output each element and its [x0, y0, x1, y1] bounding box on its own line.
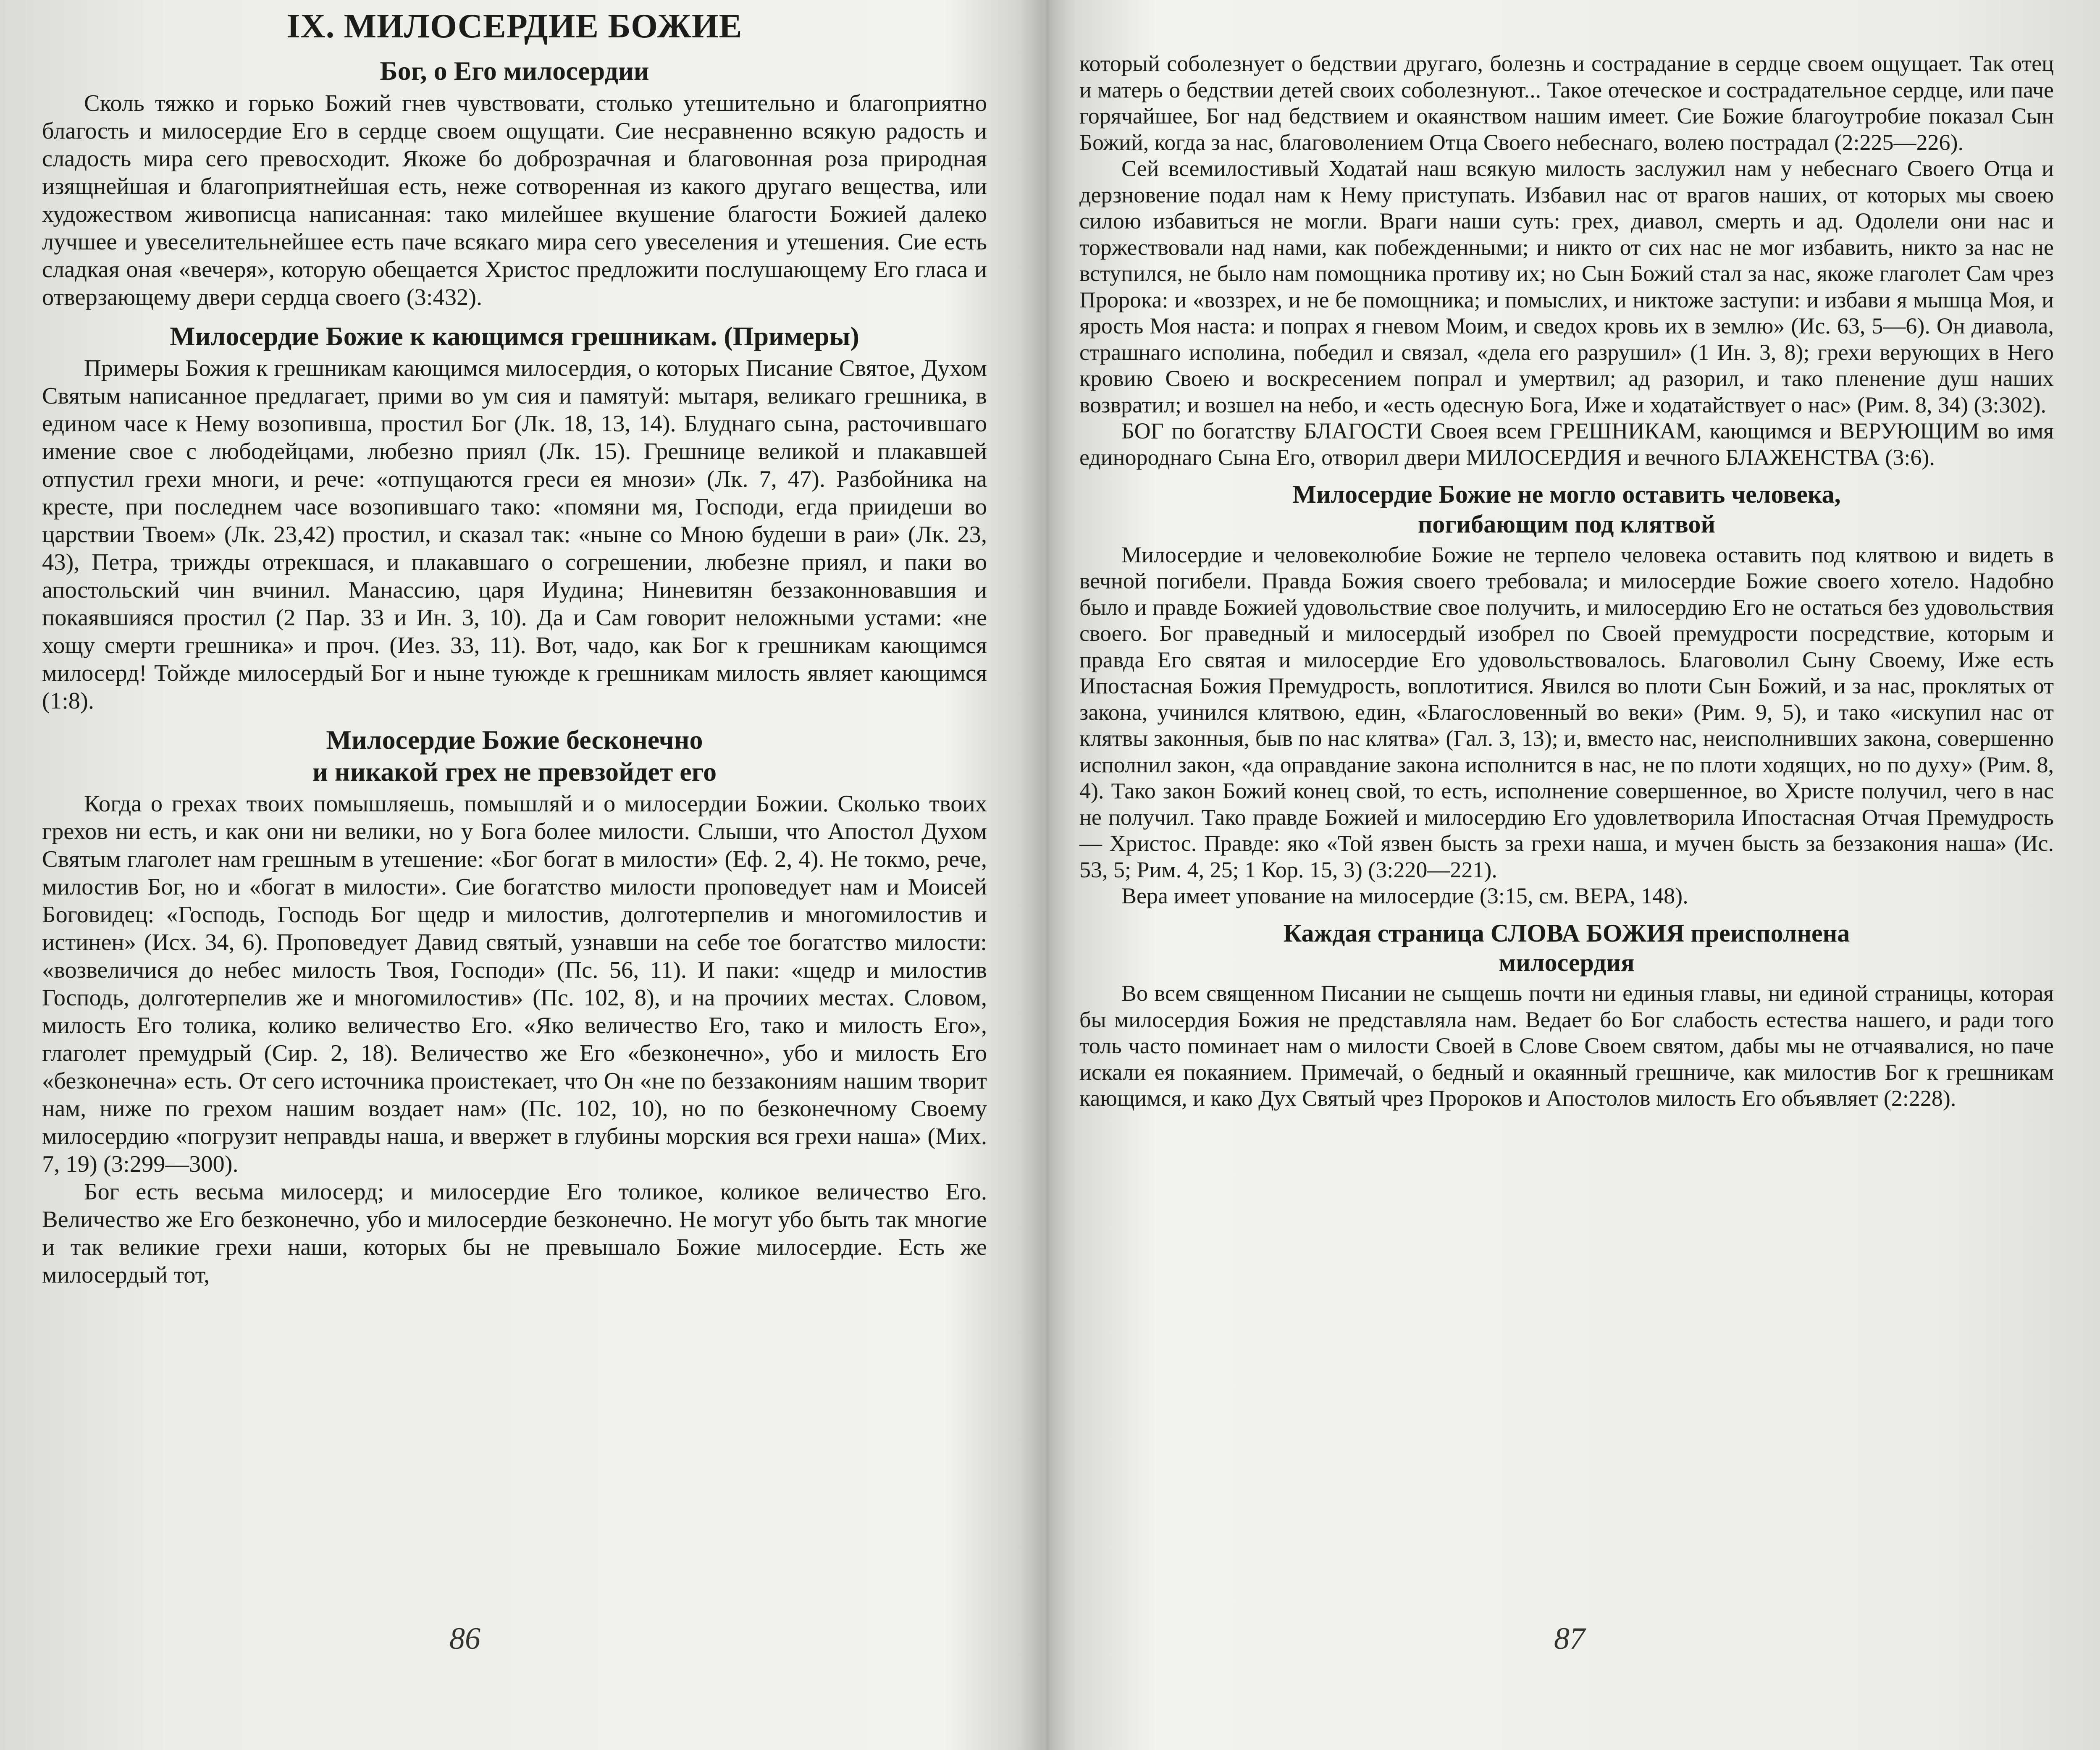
right-page [1079, 0, 2054, 1750]
right-page-column [1079, 0, 2054, 1112]
book-gutter [1021, 0, 1075, 1750]
paragraph: Сколь тяжко и горько Божий гнев чувствовати, столько утешительно и благоприятно благость и милосердие Его в сердце своем ощущати. Сие несравненно всякую радость и сладость мира сего превосходит. Якоже бо доброзрачная и благовонная роза природная изящнейшая и благоприятнейшая есть, неже сотворенная из какого другаго вещества, или художеством живописца написанная: тако милейшее вкушение благости Божией далеко лучшее и увеселительнейшее есть паче всякаго мира сего увеселения и утешения. Сие есть сладкая оная «вечеря», которую обещается Христос предложити послушающему Его гласа и отверзающему двери сердца своего (3:432). [42, 90, 987, 310]
left-page [42, 0, 987, 1750]
paragraph: Сей всемилостивый Ходатай наш всякую милость заслужил нам у небеснаго Своего Отца и дерзновение подал нам к Нему приступать. Избавил нас от врагов наших, от которых мы своею силою избавиться не могли. Враги наши суть: грех, диавол, смерть и ад. Одолели они нас и торжествовали над нами, как побежденными; и никто от сих нас не мог избавить, никто за нас не вступился, не было нам помощника противу их; но Сын Божий стал за нас, якоже глаголет Сам чрез Пророка: и «воззрех, и не бе помощника; и помыслих, и никтоже заступи: и избави я мышца Моя, и ярость Моя наста: и попрах я гневом Моим, и сведох кровь их в землю» (Ис. 63, 5—6). Он диавола, страшнаго исполина, победил и связал, «дела его разрушил» (1 Ин. 3, 8); грехи верующих в Него кровию Своею и воскресением попрал и умертвил; ад разорил, и тако пленение душ наших возвратил; и возшел на небо, и «есть одесную Бога, Иже и ходатайствует о нас» (Рим. 8, 34) (3:302). [1079, 156, 2054, 417]
section-heading: Милосердие Божие не могло оставить человека, погибающим под клятвой [1292, 480, 1841, 538]
paragraph: Бог есть весьма милосерд; и милосердие Его толикое, коликое величество Его. Величество же Его безконечно, убо и милосердие безконечно. Не могут убо быть так многие и так великие грехи наши, которых бы не превышало Божие милосердие. Есть же милосердый тот, [42, 1179, 987, 1288]
paragraph: Примеры Божия к грешникам кающимся милосердия, о которых Писание Святое, Духом Святым написанное предлагает, прими во ум сия и памятуй: мытаря, великаго грешника, в едином часе к Нему возопивша, простил Бог (Лк. 18, 13, 14). Блуднаго сына, расточившаго имение свое с любодейцами, любезно приял (Лк. 15). Грешнице великой и плакавшей отпустил грехи многи, и рече: «отпущаются греси ея мнози» (Лк. 7, 47). Разбойника на кресте, при последнем часе возопившаго тако: «помяни мя, Господи, егда приидеши во царствии Твоем» (Лк. 23,42) простил, и сказал так: «ныне со Мною будеши в раи» (Лк. 23, 43), Петра, трижды отрекшася, и плакавшаго о согрешении, любезне приял, и паки во апостольский чин вчинил. Манассию, царя Иудина; Ниневитян беззаконновавшия и покаявшияся простил (2 Пар. 33 и Ин. 3, 10). Да и Сам говорит неложными устами: «не хощу смерти грешника» и проч. (Иез. 33, 11). Вот, чадо, как Бог к грешникам кающимся милосерд! Тойжде милосердый Бог и ныне туюжде к грешникам милость являет кающимся (1:8). [42, 355, 987, 714]
section-heading: Милосердие Божие к кающимся грешникам. (Примеры) [170, 321, 859, 351]
paragraph: Вера имеет упование на милосердие (3:15, см. ВЕРА, 148). [1121, 883, 1688, 909]
paragraph: который соболезнует о бедствии другаго, болезнь и сострадание в сердце своем ощущает. Так отец и матерь о бедствии детей своих соболезнуют... Такое отеческое и сострадательное сердце, или паче горячайшее, Бог над бедствием и окаянством нашим имеет. Сие Божие благоутробие показал Сын Божий, когда за нас, благоволением Отца Своего небеснаго, волею пострадал (2:225—226). [1079, 51, 2054, 155]
paragraph: Во всем священном Писании не сыщешь почти ни единыя главы, ни единой страницы, которая бы милосердия Божия не представляла нам. Ведает бо Бог слабость естества нашего, и ради того толь часто поминает нам о милости Своей в Слове Своем святом, дабы мы не отчаявалися, но паче искали ея покаянием. Примечай, о бедный и окаянный грешниче, как милостив Бог к грешникам кающимся, и како Дух Святый чрез Пророков и Апостолов милость Его объявляет (2:228). [1079, 981, 2054, 1111]
page-number-left: 86 [449, 1621, 480, 1656]
section-heading: Милосердие Божие бесконечно и никакой грех не превзойдет его [312, 725, 717, 787]
section-heading: Бог, о Его милосердии [380, 56, 649, 86]
page-number-right: 87 [1554, 1621, 1585, 1656]
chapter-title: IX. МИЛОСЕРДИЕ БОЖИЕ [286, 7, 743, 45]
paragraph: БОГ по богатству БЛАГОСТИ Своея всем ГРЕШНИКАМ, кающимся и ВЕРУЮЩИМ во имя единороднаго Сына Его, отворил двери МИЛОСЕРДИЯ и вечного БЛАЖЕНСТВА (3:6). [1079, 418, 2054, 470]
section-heading: Каждая страница СЛОВА БОЖИЯ преисполнена милосердия [1283, 919, 1850, 977]
left-page-column [42, 0, 987, 1289]
paragraph: Когда о грехах твоих помышляешь, помышляй и о милосердии Божии. Сколько твоих грехов ни есть, и как они ни велики, но у Бога более милости. Слыши, что Апостол Духом Святым глаголет нам грешным в утешение: «Бог богат в милости» (Еф. 2, 4). Не токмо, рече, милостив Бог, но и «богат в милости». Сие богатство милости проповедует нам и Моисей Боговидец: «Господь, Господь Бог щедр и милостив, долготерпелив и многомилостив и истинен» (Исх. 34, 6). Проповедует Давид святый, узнавши на себе тое богатство милости: «возвеличися до небес милость Твоя, Господи» (Пс. 56, 11). И паки: «щедр и милостив Господь, долготерпелив же и многомилостив» (Пс. 102, 8), и на прочиих местах. Словом, милость Его толика, колико величество Его. «Яко величество Его, тако и милость Его», глаголет премудрый (Сир. 2, 18). Величество же Его «безконечно», убо и милость Его «безконечна» есть. От сего источника проистекает, что Он «не по беззакониям нашим творит нам, ниже по грехом нашим воздает нам» (Пс. 102, 10), но по безконечному Своему милосердию «погрузит неправды наша, и ввержет в глубины морския вся грехи наша» (Мих. 7, 19) (3:299—300). [42, 791, 987, 1178]
paragraph: Милосердие и человеколюбие Божие не терпело человека оставить под клятвою и видеть в вечной погибели. Правда Божия своего требовала; и милосердие Божие своего хотело. Надобно было и правде Божией удовольствие свое получить, и милосердию Его не остаться без удовольствия своего. Бог праведный и милосердый изобрел по Своей премудрости посредствие, которым и правда Его святая и милосердие Его удовольствовалось. Благоволил Сыну Своему, Иже есть Ипостасная Божия Премудрость, воплотитися. Явился во плоти Сын Божий, и за нас, проклятых от закона, учинился клятвою, един, «Благословенный во веки» (Рим. 9, 5), и тако «искупил нас от клятвы законныя, быв по нас клятва» (Гал. 3, 13); и, вместо нас, неисполнивших закона, совершенно исполнил закон, «да оправдание закона исполнится в нас, не по плоти ходящих, но по духу» (Рим. 8, 4). Тако закон Божий конец свой, то есть, исполнение совершенное, во Христе получил, чего в нас не получил. Тако правде Божией и милосердию Его удовлетворила Ипостасная Отчая Премудрость — Христос. Правде: яко «Той язвен бысть за грехи наша, и мучен бысть за беззакония наша» (Ис. 53, 5; Рим. 4, 25; 1 Кор. 15, 3) (3:220—221). [1079, 542, 2054, 882]
